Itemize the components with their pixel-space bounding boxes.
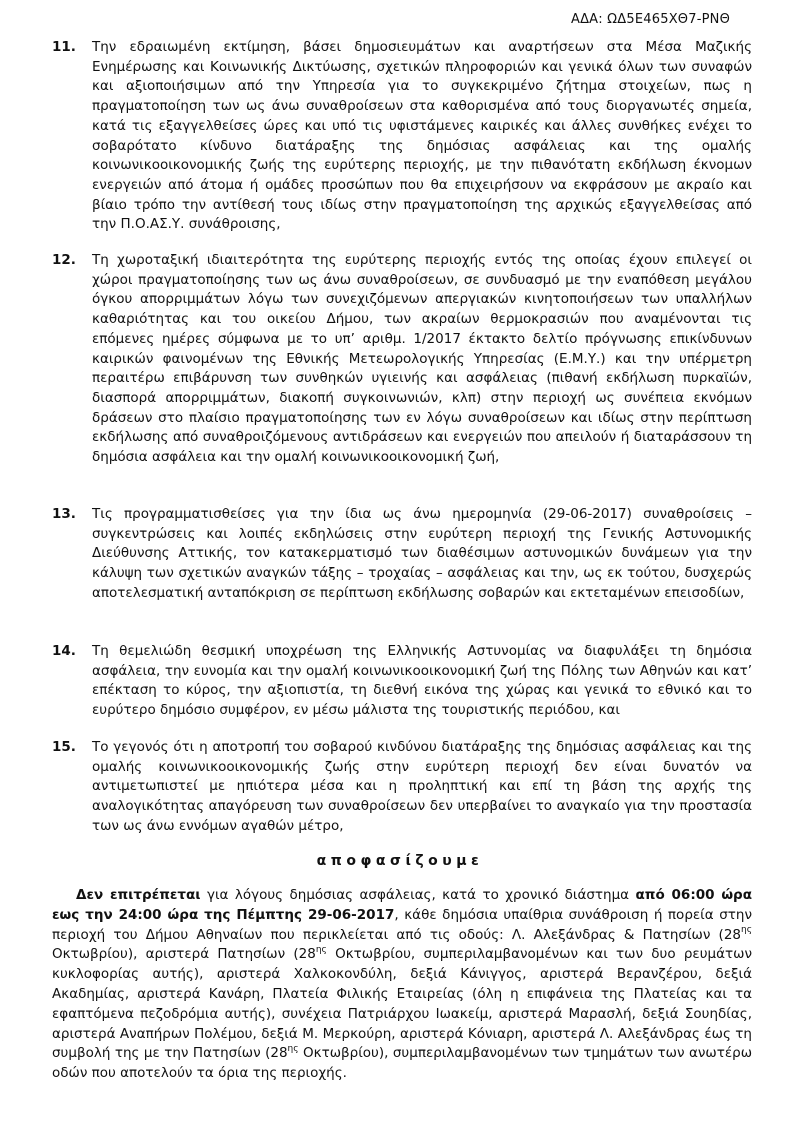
paragraph-11	[52, 38, 752, 235]
decision-bold-prohibition: Δεν επιτρέπεται	[76, 887, 201, 903]
superscript-ordinal: ης	[287, 1043, 299, 1054]
decision-text-5: Οκτωβρίου), συμπεριλαμβανομένων των τμημάτων των ανωτέρω οδών που αποτελούν τα όρια της περιοχής.	[52, 1045, 752, 1082]
ada-code: ΑΔΑ: ΩΔ5Ε465ΧΘ7-ΡΝΘ	[570, 12, 730, 27]
paragraph-12	[52, 251, 752, 468]
paragraph-13	[52, 505, 752, 604]
paragraph-number: 14.	[52, 643, 76, 659]
paragraph-number: 12.	[52, 252, 76, 268]
decision-text-3: Οκτωβρίου), αριστερά Πατησίων (28	[52, 946, 316, 963]
decision-text-1: για λόγους δημόσιας ασφάλειας, κατά το χρονικό διάστημα	[200, 887, 636, 903]
paragraph-14	[52, 642, 752, 721]
paragraph-text: Τη θεμελιώδη θεσμική υποχρέωση της Ελληνικής Αστυνομίας να διαφυλάξει τη δημόσια ασφάλεια, την ευνομία και την ομαλή κοινωνικοοικονομική ζωή της Πόλης των Αθηνών και κατ’ επέκταση το κύρος, την αξιοπιστία, τη διεθνή εικόνα της χώρας και γενικά το εθνικό και το ευρύτερο δημόσιο συμφέρον, εν μέσω μάλιστα της τουριστικής περιόδου, και	[92, 643, 752, 719]
paragraph-15	[52, 738, 752, 837]
paragraph-number: 11.	[52, 39, 76, 55]
decision-bold-timeframe: από 06:00 ώρα εως την 24:00 ώρα της Πέμπτης 29-06-2017	[52, 887, 752, 923]
paragraph-text: Την εδραιωμένη εκτίμηση, βάσει δημοσιευμάτων και αναρτήσεων στα Μέσα Μαζικής Ενημέρωσης και Κοινωνικής Δικτύωσης, σχετικών πληροφοριών και γενικά όλων των συναφών και αξιοποιήσιμων από την Υπηρεσία για το συγκεκριμένο ζήτημα στοιχείων, πως η πραγματοποίηση των ως άνω συναθροίσεων στα καθορισμένα από τους διοργανωτές σημεία, κατά τις εξαγγελθείσες ώρες και υπό τις υφιστάμενες καιρικές και άλλες συνθήκες ενέχει το σοβαρότατο κίνδυνο διατάραξης της δημόσιας ασφάλειας και της ομαλής κοινωνικοοικονομικής ζωής της ευρύτερης περιοχής, με την πιθανότατη εκδήλωση έκνομων ενεργειών από άτομα ή ομάδες προσώπων που θα επιχειρήσουν να εκφράσουν με ακραίο και βίαιο τρόπο την αντίθεσή τους ιδίως στην πραγματοποίηση της αρχικώς εξαγγελθείσας από την Π.Ο.ΑΣ.Υ. συνάθροισης,	[92, 39, 752, 233]
paragraph-number: 15.	[52, 739, 76, 755]
decision-text-4: Οκτωβρίου, συμπεριλαμβανομένων και των δυο ρευμάτων κυκλοφορίας αυτής), αριστερά Χαλκοκονδύλη, δεξιά Κάνιγγος, αριστερά Βερανζέρου, δεξιά Ακαδημίας, αριστερά Κανάρη, Πλατεία Φιλικής Εταιρείας (όλη η επιφάνεια της Πλατείας και τα εφαπτόμενα πεζοδρόμια αυτής), συνέχεια Πατριάρχου Ιωακείμ, αριστερά Μαρασλή, δεξιά Σουηδίας, αριστερά Αναπήρων Πολέμου, δεξιά Μ. Μερκούρη, αριστερά Κόνιαρη, αριστερά Λ. Αλεξάνδρας έως τη συμβολή της με την Πατησίων (28	[52, 946, 752, 1062]
paragraph-text: Τις προγραμματισθείσες για την ίδια ως άνω ημερομηνία (29-06-2017) συναθροίσεις – συγκεντρώσεις και λοιπές εκδηλώσεις στην ευρύτερη περιοχή της Γενικής Αστυνομικής Διεύθυνσης Αττικής, τον κατακερματισμό των διαθέσιμων αστυνομικών δυνάμεων για την κάλυψη των σχετικών αναγκών τάξης – τροχαίας – ασφάλειας και την, ως εκ τούτου, δυσχερώς αποτελεσματική ανταπόκριση σε περίπτωση εκδήλωσης σοβαρών και εκτεταμένων επεισοδίων,	[92, 506, 752, 601]
decision-heading: αποφασίζουμε	[316, 853, 484, 869]
superscript-ordinal: ης	[315, 944, 327, 955]
decision-text-2: , κάθε δημόσια υπαίθρια συνάθροιση ή πορεία στην περιοχή του Δήμου Αθηναίων που περικλείεται από τις οδούς: Λ. Αλεξάνδρας & Πατησίων (28	[52, 906, 752, 943]
paragraph-text: Το γεγονός ότι η αποτροπή του σοβαρού κινδύνου διατάραξης της δημόσιας ασφάλειας και της ομαλής κοινωνικοοικονομικής ζωής στην ευρύτερη περιοχή δεν είναι δυνατόν να αντιμετωπιστεί με ηπιότερα μέσα και η προληπτική και επί τη βάση της αρχής της αναλογικότητας απαγόρευση των συναθροίσεων δεν υπερβαίνει το αναγκαίο για την προστασία των ως άνω εννόμων αγαθών μέτρο,	[92, 739, 752, 834]
paragraph-text: Τη χωροταξική ιδιαιτερότητα της ευρύτερης περιοχής εντός της οποίας έχουν επιλεγεί οι χώροι πραγματοποίησης των ως άνω συναθροίσεων, σε συνδυασμό με την εναπόθεση μεγάλου όγκου απορριμμάτων λόγω των συνεχιζόμενων απεργιακών κινητοποιήσεων των υπαλλήλων καθαριότητας και του οικείου Δήμου, των ακραίων θερμοκρασιών που αναμένονται τις επόμενες ημέρες σύμφωνα με το υπ’ αριθμ. 1/2017 έκτακτο δελτίο πρόγνωσης επικίνδυνων καιρικών φαινομένων της Εθνικής Μετεωρολογικής Υπηρεσίας (Ε.Μ.Υ.) και την υπέρμετρη περαιτέρω επιβάρυνση των συνθηκών υγιεινής και ασφάλειας (πιθανή εκδήλωση πυρκαϊών, διασπορά απορριμμάτων, διακοπή συγκοινωνιών, κλπ) στην περιοχή ως συνέπεια εκνόμων δράσεων στο πλαίσιο πραγματοποίησης των εν λόγω συναθροίσεων και ιδίως στην περίπτωση εκδήλωσης από συναθροιζόμενους αντιδράσεων και ενεργειών που απειλούν ή διαταράσσουν τη δημόσια ασφάλεια και την ομαλή κοινωνικοοικονομική ζωή,	[92, 252, 752, 466]
paragraph-number: 13.	[52, 506, 76, 522]
superscript-ordinal: ης	[741, 925, 752, 936]
decision-paragraph	[52, 886, 752, 1084]
